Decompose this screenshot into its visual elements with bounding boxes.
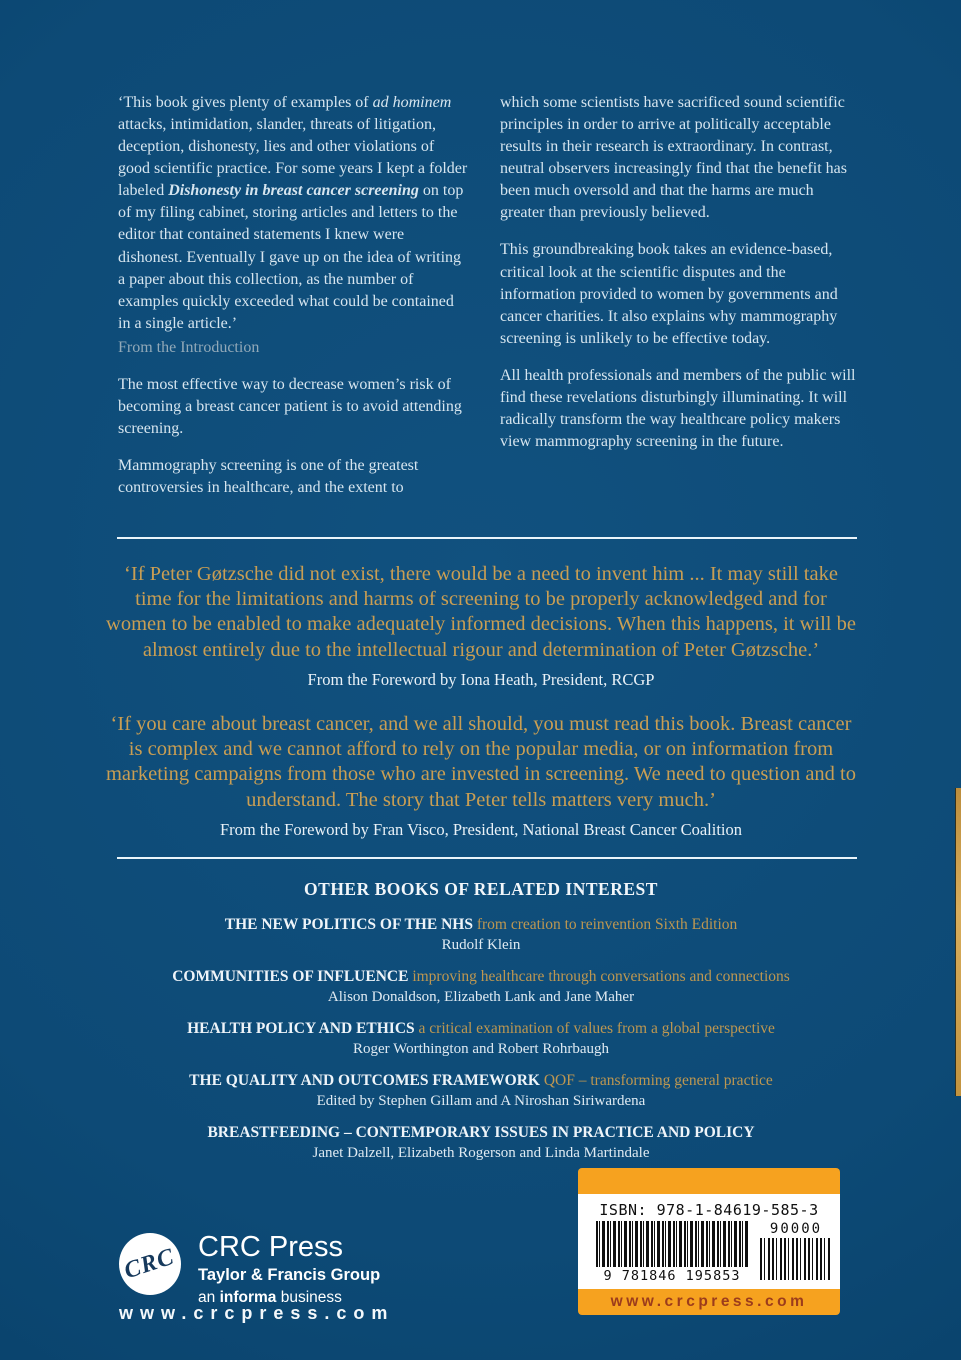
book-title-line [104, 967, 858, 987]
blurb-paragraph: Mammography screening is one of the greatest controversies in healthcare, and the extent to [118, 457, 419, 497]
book-subtitle: improving healthcare through conversations and connections [408, 968, 790, 986]
barcode-label [578, 1194, 840, 1289]
price-code: 90000 [769, 1221, 823, 1237]
book-title-line [104, 915, 858, 935]
book-title: HEALTH POLICY AND ETHICS [187, 1020, 415, 1038]
barcode-bars-icon [596, 1221, 748, 1267]
publisher-website: www.crcpress.com [119, 1303, 395, 1323]
related-book-entry [104, 1071, 858, 1111]
related-books-section [104, 879, 858, 1175]
book-authors: Roger Worthington and Robert Rohrbaugh [353, 1040, 609, 1057]
divider-line [117, 537, 857, 539]
related-book-entry [104, 1123, 858, 1163]
informa-prefix: an [198, 1289, 220, 1306]
quote-text: ‘If you care about breast cancer, and we all should, you must read this book. Breast cancer is complex and we cannot afford to rely on the popular media, or on information from marketing campaigns from those who are invested in screening. We need to question and to understand. The story that Peter tells matters very much.’ [105, 713, 856, 811]
quote-attribution: From the Foreword by Fran Visco, President, National Breast Cancer Coalition [219, 819, 743, 839]
barcode-orange-band-top [578, 1168, 840, 1194]
back-cover-text-columns [118, 92, 860, 514]
blurb-paragraph: This groundbreaking book takes an evidence-based, critical look at the scientific disputes and the information provided to women by governments and cancer charities. It also explains why mammography screening is unlikely to be effective today. [500, 241, 838, 347]
publisher-logo-block [119, 1233, 380, 1307]
introduction-attribution: From the Introduction [118, 338, 260, 356]
book-title: BREASTFEEDING – CONTEMPORARY ISSUES IN PRACTICE AND POLICY [207, 1124, 755, 1142]
supplement-barcode [760, 1221, 832, 1280]
publisher-group: Taylor & Francis Group [198, 1266, 381, 1284]
barcode-row [586, 1221, 832, 1284]
barcode-website: www.crcpress.com [610, 1293, 808, 1310]
intro-quote-part: on top of my filing cabinet, storing articles and letters to the editor that contained statements I knew were dishonest. Eventually I gave up on the idea of writing a paper about this collection, as the number of examples quickly exceeded what could be contained in a single article.’ [118, 182, 464, 332]
quote-attribution: From the Foreword by Iona Heath, President, RCGP [307, 669, 655, 689]
foreword-quote-visco [104, 712, 858, 840]
text-column-left [118, 92, 470, 514]
divider-line [117, 857, 857, 859]
related-book-entry [104, 1019, 858, 1059]
related-book-entry [104, 967, 858, 1007]
book-title-line [104, 1071, 858, 1091]
informa-suffix: business [276, 1289, 342, 1306]
book-subtitle: a critical examination of values from a global perspective [414, 1020, 775, 1038]
quote-text: ‘If Peter Gøtzsche did not exist, there would be a need to invent him ... It may still take time for the limitations and harms of screening to be properly acknowledged and for women to be enabled to make adequately informed decisions. When this happens, it will be almost entirely due to the intellectual rigour and determination of Peter Gøtzsche.’ [106, 563, 856, 661]
blurb-paragraph: which some scientists have sacrificed sound scientific principles in order to arrive at politically acceptable results in their research is extraordinary. In contrast, neutral observers increasingly find that the benefit has been much oversold and that the harms are much greater than previously believed. [500, 94, 847, 222]
isbn-number: ISBN: 978-1-84619-585-3 [599, 1201, 819, 1219]
barcode-orange-band-bottom [578, 1289, 840, 1315]
related-book-entry [104, 915, 858, 955]
intro-quote-italic-title: Dishonesty in breast cancer screening [168, 182, 419, 200]
book-authors: Janet Dalzell, Elizabeth Rogerson and Linda Martindale [312, 1144, 650, 1161]
book-authors: Edited by Stephen Gillam and A Niroshan Siriwardena [316, 1092, 646, 1109]
book-title-line [104, 1019, 858, 1039]
crc-monogram: CRC [121, 1243, 179, 1284]
ean-barcode [596, 1221, 748, 1284]
foreword-quote-heath [104, 562, 858, 690]
informa-bold: informa [219, 1289, 277, 1306]
adjacent-cover-edge [955, 788, 961, 1096]
barcode-bars-icon [760, 1238, 832, 1280]
book-title: THE NEW POLITICS OF THE NHS [224, 916, 473, 933]
intro-quote-italic: ad hominem [372, 94, 452, 111]
book-authors: Alison Donaldson, Elizabeth Lank and Jane Maher [327, 988, 635, 1005]
crc-logo-icon [119, 1233, 181, 1295]
isbn-barcode-block [578, 1168, 840, 1315]
blurb-paragraph: All health professionals and members of the public will find these revelations disturbingly illuminating. It will radically transform the way healthcare policy makers view mammography screening in the future. [500, 366, 856, 451]
intro-quote-part: attacks, intimidation, slander, threats of litigation, deception, dishonesty, lies and other violations of good scientific practice. For some years I kept a folder labeled [118, 116, 468, 200]
book-authors: Rudolf Klein [441, 936, 521, 953]
related-books-heading: OTHER BOOKS OF RELATED INTEREST [304, 879, 658, 899]
publisher-name: CRC Press [198, 1231, 344, 1263]
text-column-right [500, 92, 860, 514]
publisher-wordmark [198, 1233, 380, 1307]
book-title: COMMUNITIES OF INFLUENCE [172, 968, 409, 986]
book-subtitle: from creation to reinvention Sixth Edition [472, 916, 738, 933]
book-title: THE QUALITY AND OUTCOMES FRAMEWORK [189, 1072, 540, 1090]
book-subtitle: QOF – transforming general practice [539, 1072, 773, 1090]
intro-quote-part: ‘This book gives plenty of examples of [118, 94, 373, 111]
book-title-line [104, 1123, 858, 1143]
blurb-paragraph: The most effective way to decrease women’s risk of becoming a breast cancer patient is to avoid attending screening. [118, 375, 462, 438]
ean-digits: 9 781846 195853 [603, 1268, 741, 1284]
introduction-quote [118, 92, 470, 335]
